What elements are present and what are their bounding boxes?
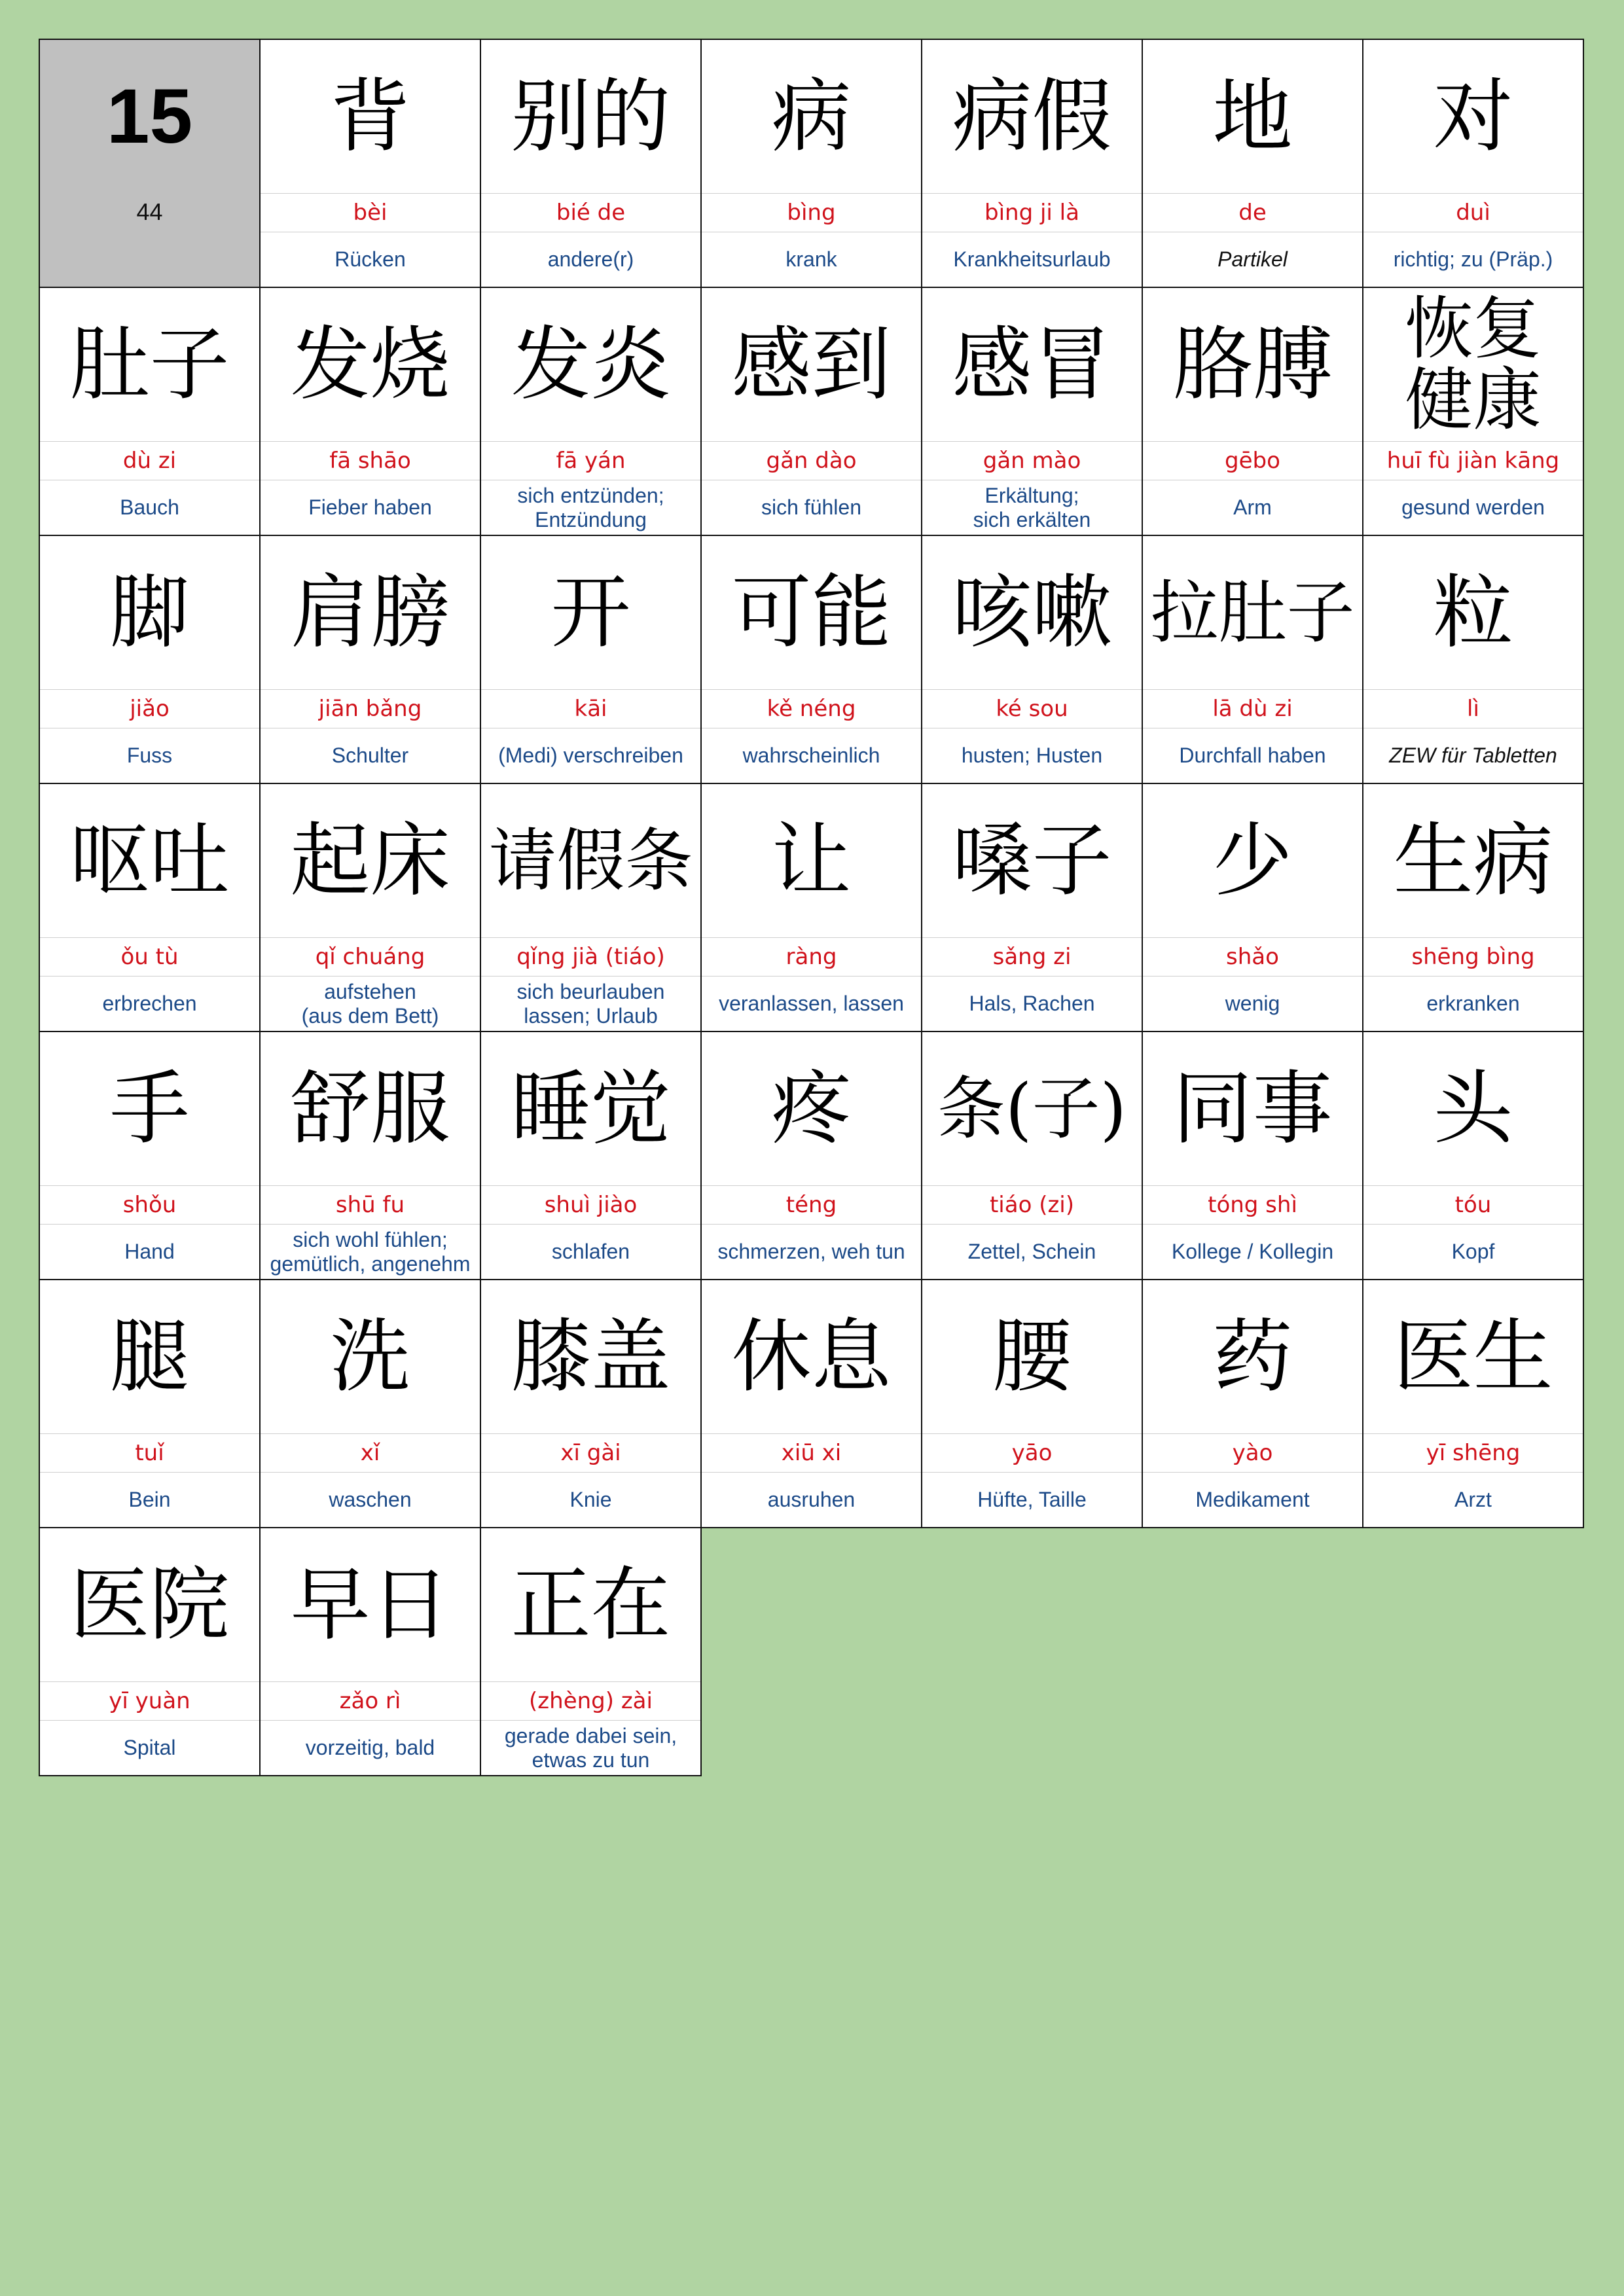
pinyin: yāo — [922, 1433, 1142, 1473]
pinyin: shū fu — [261, 1185, 480, 1225]
hanzi: 恢复 健康 — [1405, 288, 1542, 440]
vocab-card — [480, 287, 702, 536]
vocab-card — [1362, 1279, 1584, 1528]
hanzi: 地 — [1212, 70, 1293, 163]
pinyin: huī fù jiàn kāng — [1363, 441, 1583, 480]
german-translation: sich entzünden; Entzündung — [517, 483, 664, 531]
hanzi: 呕吐 — [69, 814, 230, 907]
german-translation: wenig — [1225, 992, 1280, 1016]
german-translation: ausruhen — [767, 1488, 856, 1512]
pinyin: zǎo rì — [261, 1681, 480, 1721]
vocab-card — [921, 287, 1143, 536]
hanzi: 咳嗽 — [952, 566, 1112, 659]
vocab-card — [1142, 287, 1363, 536]
pinyin: kāi — [481, 689, 700, 728]
german-translation: Hand — [124, 1240, 175, 1264]
hanzi: 正在 — [511, 1558, 671, 1651]
german-translation: erkranken — [1426, 992, 1520, 1016]
lesson-number: 15 — [106, 73, 193, 160]
hanzi: 让 — [771, 814, 852, 907]
pinyin: bèi — [261, 193, 480, 232]
german-translation: erbrechen — [102, 992, 197, 1016]
german-translation: sich wohl fühlen; gemütlich, angenehm — [270, 1227, 471, 1276]
hanzi: 对 — [1433, 70, 1513, 163]
vocab-card — [921, 783, 1143, 1032]
pinyin: bié de — [481, 193, 700, 232]
hanzi: 同事 — [1172, 1062, 1333, 1155]
pinyin: yī yuàn — [40, 1681, 259, 1721]
pinyin: kě néng — [702, 689, 921, 728]
pinyin: xǐ — [261, 1433, 480, 1473]
hanzi: 条(子) — [937, 1069, 1127, 1149]
vocab-card — [1362, 39, 1584, 288]
vocab-card — [1142, 1279, 1363, 1528]
vocab-card — [39, 287, 261, 536]
hanzi: 少 — [1212, 814, 1293, 907]
pinyin: shēng bìng — [1363, 937, 1583, 977]
hanzi: 舒服 — [290, 1062, 450, 1155]
vocab-card — [1362, 535, 1584, 784]
pinyin: lā dù zi — [1143, 689, 1362, 728]
hanzi: 嗓子 — [952, 814, 1112, 907]
hanzi: 药 — [1212, 1310, 1293, 1403]
german-translation: sich fühlen — [761, 495, 861, 520]
pinyin: xiū xi — [702, 1433, 921, 1473]
pinyin: lì — [1363, 689, 1583, 728]
pinyin: ràng — [702, 937, 921, 977]
german-translation: schmerzen, weh tun — [717, 1240, 905, 1264]
vocab-card — [700, 783, 922, 1032]
hanzi: 膝盖 — [511, 1310, 671, 1403]
hanzi: 早日 — [290, 1558, 450, 1651]
german-translation: Medikament — [1195, 1488, 1310, 1512]
german-translation: Partikel — [1218, 247, 1288, 272]
vocab-card — [259, 535, 481, 784]
pinyin: ké sou — [922, 689, 1142, 728]
pinyin: sǎng zi — [922, 937, 1142, 977]
vocab-card — [259, 1031, 481, 1280]
vocab-card — [259, 287, 481, 536]
pinyin: tóu — [1363, 1185, 1583, 1225]
vocab-card — [700, 1031, 922, 1280]
german-translation: Fuss — [126, 744, 173, 768]
pinyin: ǒu tù — [40, 937, 259, 977]
pinyin: jiān bǎng — [261, 689, 480, 728]
pinyin: tuǐ — [40, 1433, 259, 1473]
vocab-card — [921, 535, 1143, 784]
hanzi: 腰 — [992, 1310, 1072, 1403]
pinyin: jiǎo — [40, 689, 259, 728]
german-translation: aufstehen (aus dem Bett) — [301, 979, 439, 1028]
vocab-card — [480, 1279, 702, 1528]
pinyin: shǒu — [40, 1185, 259, 1225]
german-translation: ZEW für Tabletten — [1389, 744, 1557, 768]
pinyin: shǎo — [1143, 937, 1362, 977]
pinyin: (zhèng) zài — [481, 1681, 700, 1721]
german-translation: sich beurlauben lassen; Urlaub — [516, 979, 665, 1028]
german-translation: Kopf — [1451, 1240, 1495, 1264]
hanzi: 发炎 — [511, 318, 671, 411]
pinyin: fā shāo — [261, 441, 480, 480]
vocab-card — [1362, 1031, 1584, 1280]
pinyin: bìng — [702, 193, 921, 232]
hanzi: 生病 — [1393, 814, 1553, 907]
hanzi: 粒 — [1433, 566, 1513, 659]
vocab-card — [700, 39, 922, 288]
hanzi: 感到 — [731, 318, 892, 411]
pinyin: gǎn dào — [702, 441, 921, 480]
vocab-card — [1142, 535, 1363, 784]
vocab-card — [39, 1279, 261, 1528]
vocab-card — [480, 1527, 702, 1776]
german-translation: veranlassen, lassen — [719, 992, 904, 1016]
pinyin: duì — [1363, 193, 1583, 232]
pinyin: gǎn mào — [922, 441, 1142, 480]
hanzi: 别的 — [511, 70, 671, 163]
german-translation: Bauch — [120, 495, 179, 520]
vocab-card — [1362, 783, 1584, 1032]
pinyin: tóng shì — [1143, 1185, 1362, 1225]
vocab-card — [1142, 39, 1363, 288]
pinyin: xī gài — [481, 1433, 700, 1473]
german-translation: Bein — [128, 1488, 171, 1512]
vocab-card — [480, 535, 702, 784]
german-translation: gerade dabei sein, etwas zu tun — [504, 1723, 677, 1772]
german-translation: Durchfall haben — [1179, 744, 1326, 768]
hanzi: 发烧 — [290, 318, 450, 411]
vocab-card — [39, 1031, 261, 1280]
vocab-card — [259, 39, 481, 288]
pinyin: tiáo (zi) — [922, 1185, 1142, 1225]
vocab-card — [921, 1279, 1143, 1528]
hanzi: 睡觉 — [511, 1062, 671, 1155]
vocab-card — [480, 39, 702, 288]
vocab-card — [921, 39, 1143, 288]
pinyin: qǐ chuáng — [261, 937, 480, 977]
pinyin: shuì jiào — [481, 1185, 700, 1225]
hanzi: 疼 — [771, 1062, 852, 1155]
hanzi: 头 — [1433, 1062, 1513, 1155]
vocab-card — [39, 1527, 261, 1776]
hanzi: 病 — [771, 70, 852, 163]
vocab-card — [700, 287, 922, 536]
german-translation: Erkältung; sich erkälten — [973, 483, 1091, 531]
pinyin: qǐng jià (tiáo) — [481, 937, 700, 977]
german-translation: vorzeitig, bald — [305, 1736, 435, 1760]
vocab-card — [259, 783, 481, 1032]
vocab-card — [1362, 287, 1584, 536]
vocab-card — [480, 783, 702, 1032]
vocab-card — [39, 535, 261, 784]
vocab-card — [700, 1279, 922, 1528]
hanzi: 背 — [330, 70, 410, 163]
german-translation: Arzt — [1454, 1488, 1492, 1512]
hanzi: 感冒 — [952, 318, 1112, 411]
hanzi: 请假条 — [488, 821, 693, 901]
pinyin: yào — [1143, 1433, 1362, 1473]
pinyin: yī shēng — [1363, 1433, 1583, 1473]
german-translation: krank — [785, 247, 837, 272]
hanzi: 胳膊 — [1172, 318, 1333, 411]
pinyin: téng — [702, 1185, 921, 1225]
german-translation: richtig; zu (Präp.) — [1393, 247, 1553, 272]
german-translation: waschen — [329, 1488, 412, 1512]
german-translation: (Medi) verschreiben — [498, 744, 683, 768]
hanzi: 医生 — [1393, 1310, 1553, 1403]
hanzi: 手 — [109, 1062, 190, 1155]
vocab-card — [39, 783, 261, 1032]
german-translation: Spital — [123, 1736, 176, 1760]
german-translation: Fieber haben — [308, 495, 432, 520]
hanzi: 拉肚子 — [1150, 573, 1355, 653]
vocabulary-grid — [39, 39, 1584, 1776]
vocab-card — [259, 1527, 481, 1776]
hanzi: 脚 — [109, 566, 190, 659]
hanzi: 医院 — [69, 1558, 230, 1651]
lesson-header-card — [39, 39, 261, 288]
hanzi: 肚子 — [69, 318, 230, 411]
german-translation: husten; Husten — [961, 744, 1103, 768]
german-translation: Kollege / Kollegin — [1171, 1240, 1334, 1264]
german-translation: Arm — [1233, 495, 1272, 520]
pinyin: gēbo — [1143, 441, 1362, 480]
pinyin: fā yán — [481, 441, 700, 480]
hanzi: 开 — [550, 566, 631, 659]
hanzi: 可能 — [731, 566, 892, 659]
pinyin: bìng ji là — [922, 193, 1142, 232]
german-translation: Hüfte, Taille — [977, 1488, 1087, 1512]
vocab-card — [921, 1031, 1143, 1280]
pinyin: de — [1143, 193, 1362, 232]
german-translation: Zettel, Schein — [967, 1240, 1096, 1264]
hanzi: 肩膀 — [290, 566, 450, 659]
word-count: 44 — [136, 198, 163, 225]
german-translation: schlafen — [551, 1240, 630, 1264]
hanzi: 起床 — [290, 814, 450, 907]
hanzi: 休息 — [731, 1310, 892, 1403]
german-translation: wahrscheinlich — [742, 744, 880, 768]
pinyin: dù zi — [40, 441, 259, 480]
vocab-card — [259, 1279, 481, 1528]
german-translation: Krankheitsurlaub — [953, 247, 1111, 272]
vocab-card — [480, 1031, 702, 1280]
german-translation: gesund werden — [1401, 495, 1545, 520]
vocab-card — [1142, 783, 1363, 1032]
german-translation: Knie — [569, 1488, 612, 1512]
vocab-card — [700, 535, 922, 784]
hanzi: 病假 — [952, 70, 1112, 163]
hanzi: 腿 — [109, 1310, 190, 1403]
vocab-card — [1142, 1031, 1363, 1280]
german-translation: Schulter — [331, 744, 409, 768]
german-translation: Rücken — [334, 247, 406, 272]
german-translation: andere(r) — [547, 247, 634, 272]
german-translation: Hals, Rachen — [969, 992, 1095, 1016]
hanzi: 洗 — [330, 1310, 410, 1403]
